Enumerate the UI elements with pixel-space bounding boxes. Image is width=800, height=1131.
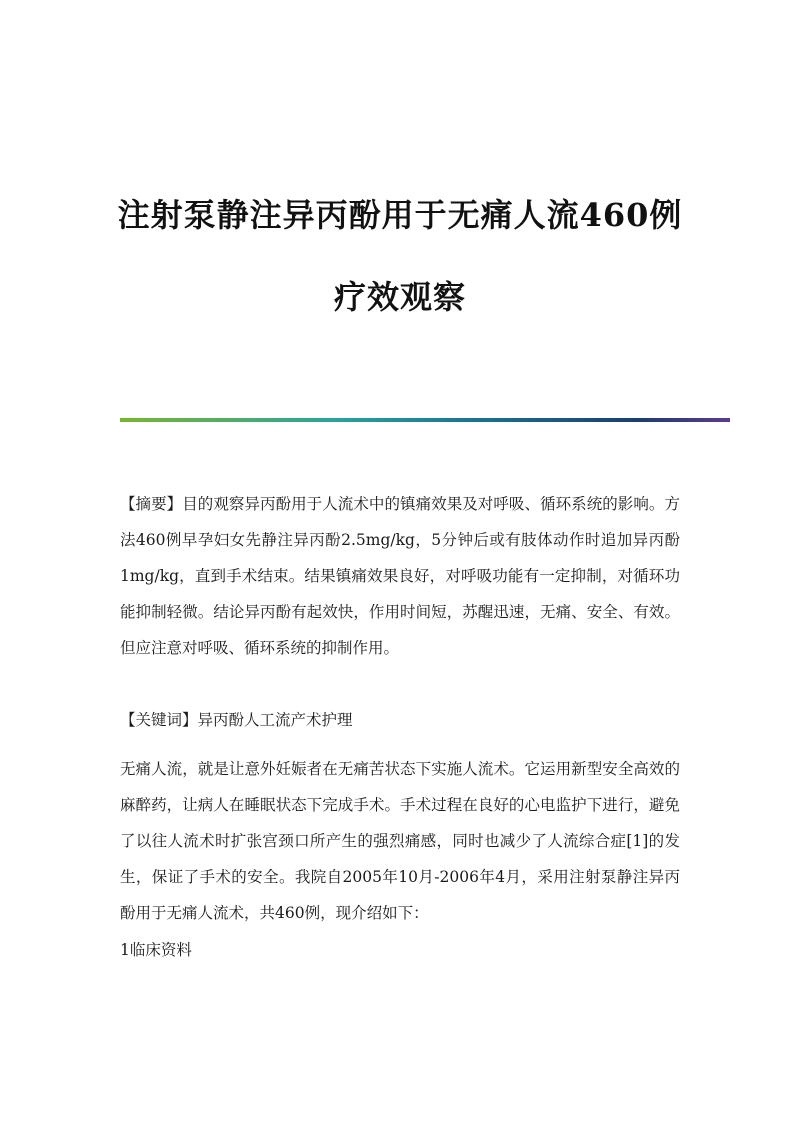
section-1-heading: 1临床资料 xyxy=(120,941,192,959)
abstract-paragraph xyxy=(120,486,680,666)
abstract-label: 【摘要】 xyxy=(120,495,183,513)
gradient-divider xyxy=(120,418,730,422)
section-heading xyxy=(120,932,680,968)
keywords-label: 【关键词】 xyxy=(120,711,198,729)
abstract-text: 目的观察异丙酚用于人流术中的镇痛效果及对呼吸、循环系统的影响。方法460例早孕妇女先静注异丙酚2.5mg/kg，5分钟后或有肢体动作时追加异丙酚1mg/kg，直到手术结束。结果镇痛效果良好，对呼吸功能有一定抑制，对循环功能抑制轻微。结论异丙酚有起效快，作用时间短，苏醒迅速，无痛、安全、有效。但应注意对呼吸、循环系统的抑制作用。 xyxy=(120,495,680,657)
keywords-text: 异丙酚人工流产术护理 xyxy=(197,711,353,729)
intro-paragraph xyxy=(120,751,680,931)
document-title-line-2: 疗效观察 xyxy=(333,278,466,316)
intro-text: 无痛人流，就是让意外妊娠者在无痛苦状态下实施人流术。它运用新型安全高效的麻醉药，让病人在睡眠状态下完成手术。手术过程在良好的心电监护下进行，避免了以往人流术时扩张宫颈口所产生的强烈痛感，同时也减少了人流综合症[1]的发生，保证了手术的安全。我院自2005年10月-2006年4月，采用注射泵静注异丙酚用于无痛人流术，共460例，现介绍如下： xyxy=(120,760,680,922)
keywords-paragraph xyxy=(120,702,680,738)
document-title-line-1: 注射泵静注异丙酚用于无痛人流460例 xyxy=(117,196,683,234)
